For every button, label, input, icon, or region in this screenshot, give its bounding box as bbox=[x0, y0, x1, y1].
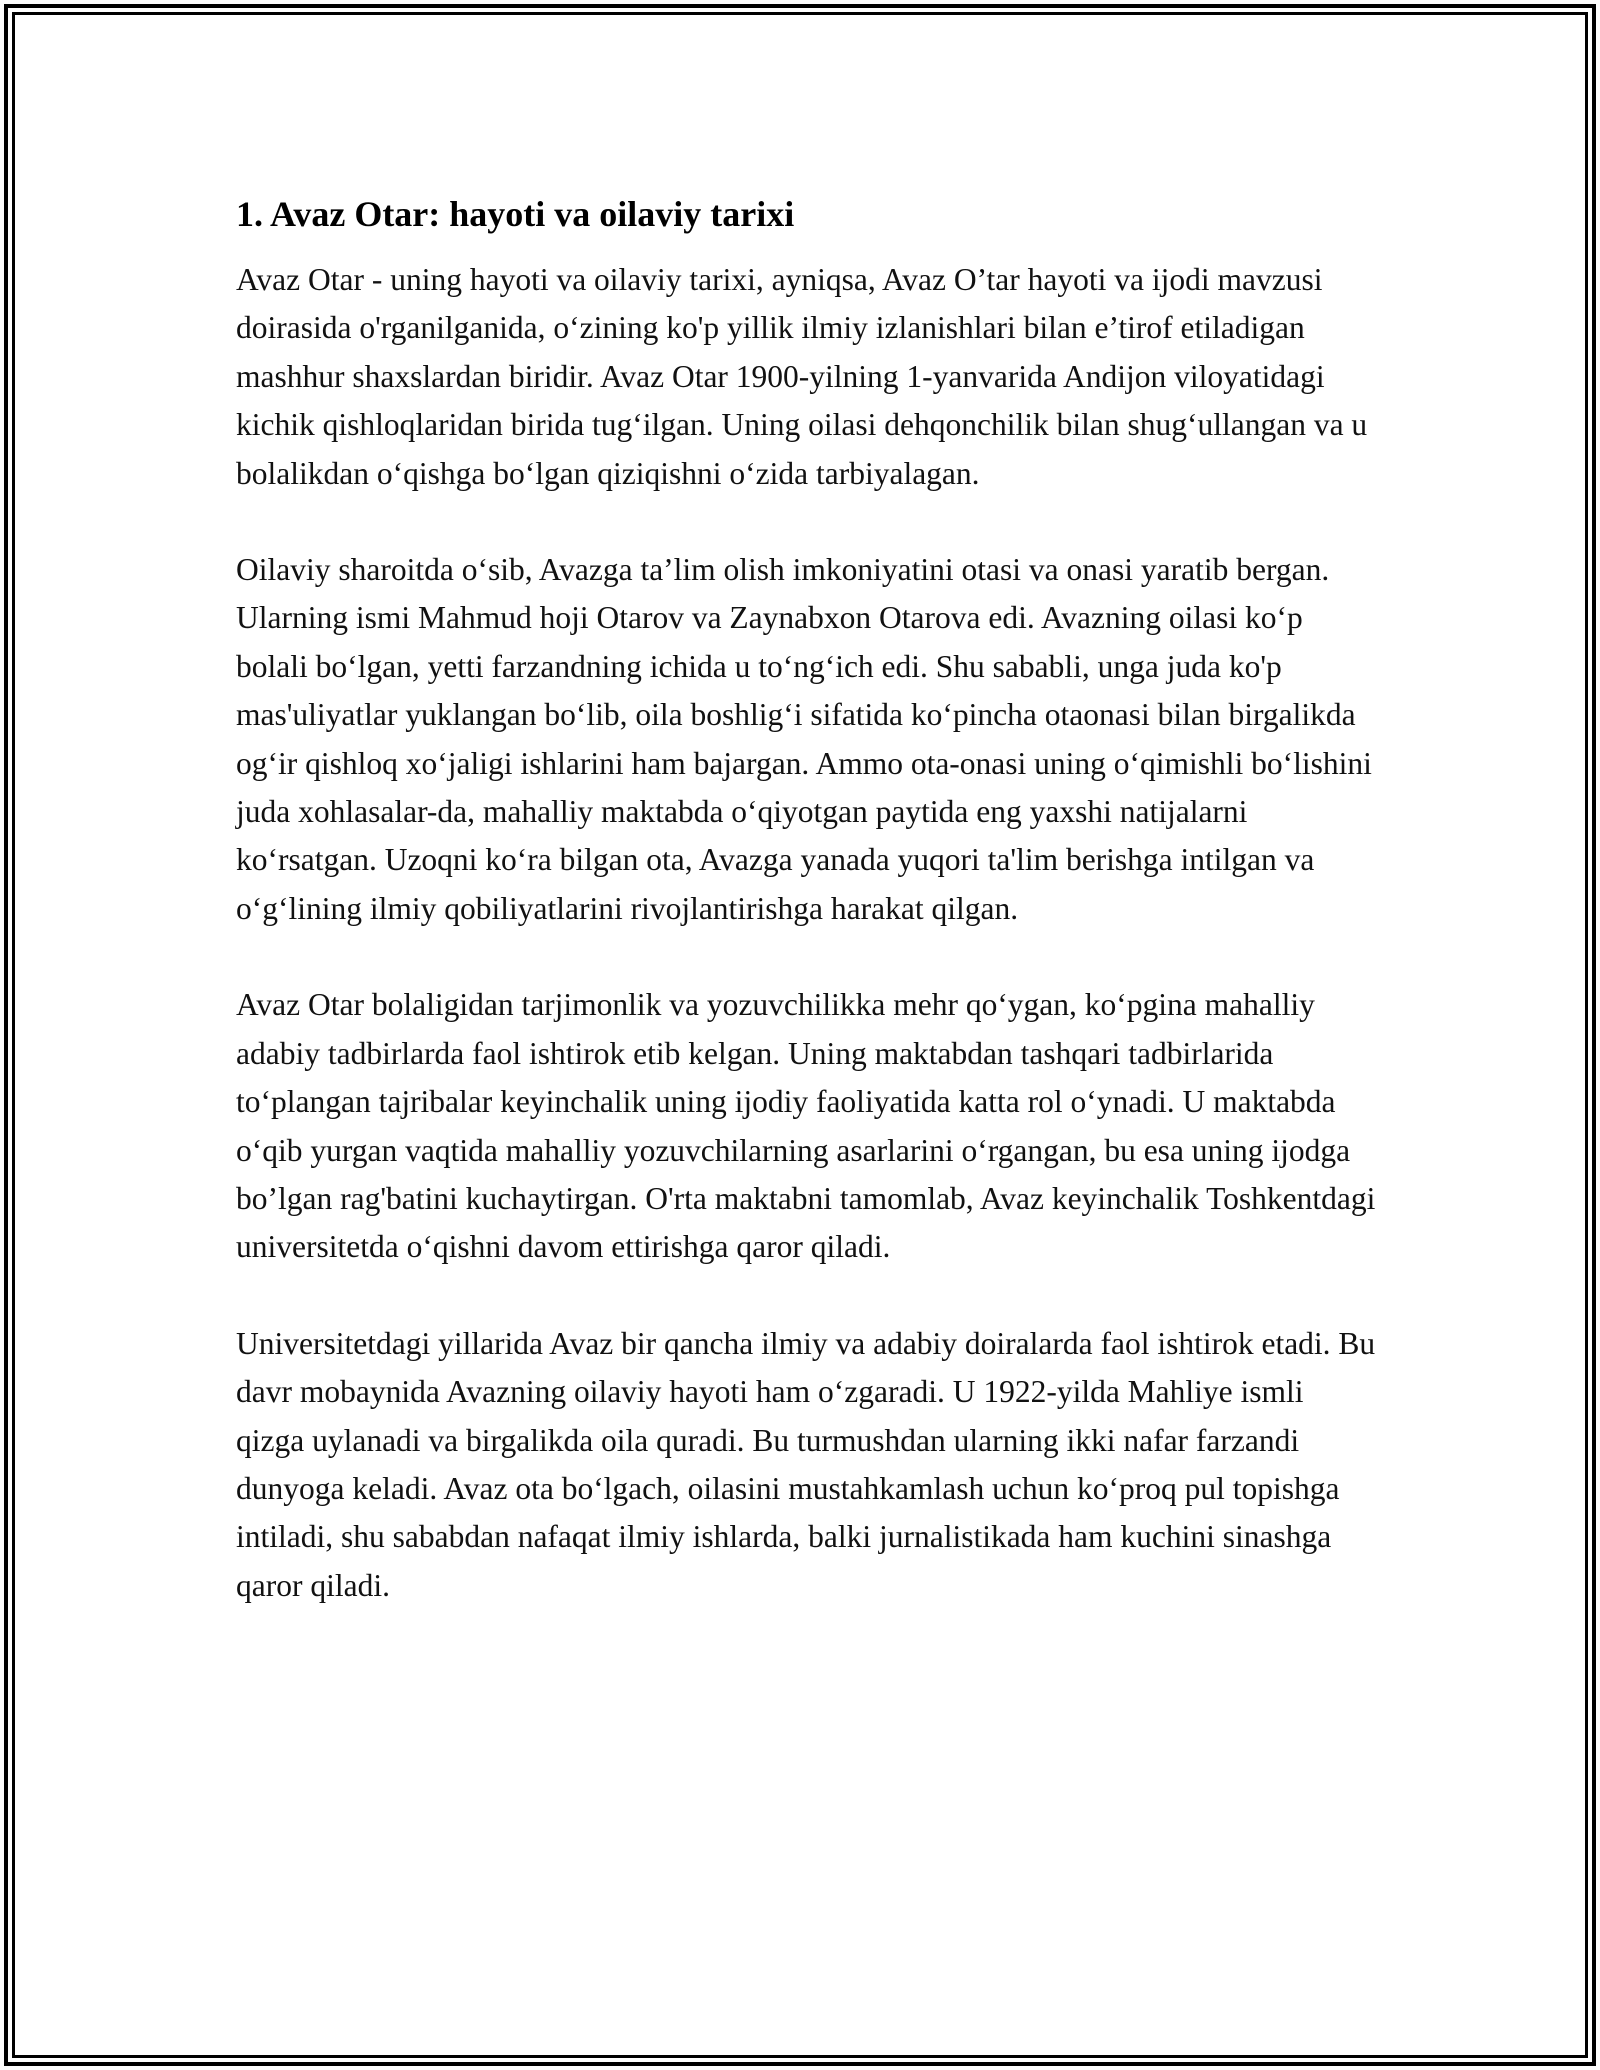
paragraph-literary-interests: Avaz Otar bolaligidan tarjimonlik va yozuvchilikka mehr qo‘ygan, ko‘pgina mahalliy adabiy tadbirlarda faol ishtirok etib kelgan. Uning maktabdan tashqari tadbirlarida to‘plangan tajribalar keyinchalik uning ijodiy faoliyatida katta rol o‘ynadi. U maktabda o‘qib yurgan vaqtida mahalliy yozuvchilarning asarlarini o‘rgangan, bu esa uning ijodga bo’lgan rag'batini kuchaytirgan. O'rta maktabni tamomlab, Avaz keyinchalik Toshkentdagi universitetda o‘qishni davom ettirishga qaror qiladi. bbox=[236, 987, 1376, 1265]
section-heading: 1. Avaz Otar: hayoti va oilaviy tarixi bbox=[236, 194, 795, 234]
document-body bbox=[236, 190, 1376, 1658]
paragraph-university-years: Universitetdagi yillarida Avaz bir qancha ilmiy va adabiy doiralarda faol ishtirok etadi. Bu davr mobaynida Avazning oilaviy hayoti ham o‘zgaradi. U 1922-yilda Mahliye ismli qizga uylanadi va birgalikda oila quradi. Bu turmushdan ularning ikki nafar farzandi dunyoga keladi. Avaz ota bo‘lgach, oilasini mustahkamlash uchun ko‘proq pul topishga intiladi, shu sababdan nafaqat ilmiy ishlarda, balki jurnalistikada ham kuchini sinashga qaror qiladi. bbox=[236, 1325, 1376, 1603]
paragraph-life-origins: Avaz Otar - uning hayoti va oilaviy tarixi, ayniqsa, Avaz O’tar hayoti va ijodi mavzusi doirasida o'rganilganida, o‘zining ko'p yillik ilmiy izlanishlari bilan e’tirof etiladigan mashhur shaxslardan biridir. Avaz Otar 1900-yilning 1-yanvarida Andijon viloyatidagi kichik qishloqlaridan birida tug‘ilgan. Uning oilasi dehqonchilik bilan shug‘ullangan va u bolalikdan o‘qishga bo‘lgan qiziqishni o‘zida tarbiyalagan. bbox=[236, 262, 1368, 491]
paragraph-family-upbringing: Oilaviy sharoitda o‘sib, Avazga ta’lim olish imkoniyatini otasi va onasi yaratib bergan. Ularning ismi Mahmud hoji Otarov va Zaynabxon Otarova edi. Avazning oilasi ko‘p bolali bo‘lgan, yetti farzandning ichida u to‘ng‘ich edi. Shu sababli, unga juda ko'p mas'uliyatlar yuklangan bo‘lib, oila boshlig‘i sifatida ko‘pincha otaonasi bilan birgalikda og‘ir qishloq xo‘jaligi ishlarini ham bajargan. Ammo ota-onasi uning o‘qimishli bo‘lishini juda xohlasalar-da, mahalliy maktabda o‘qiyotgan paytida eng yaxshi natijalarni ko‘rsatgan. Uzoqni ko‘ra bilgan ota, Avazga yanada yuqori ta'lim berishga intilgan va o‘g‘lining ilmiy qobiliyatlarini rivojlantirishga harakat qilgan. bbox=[236, 552, 1372, 926]
